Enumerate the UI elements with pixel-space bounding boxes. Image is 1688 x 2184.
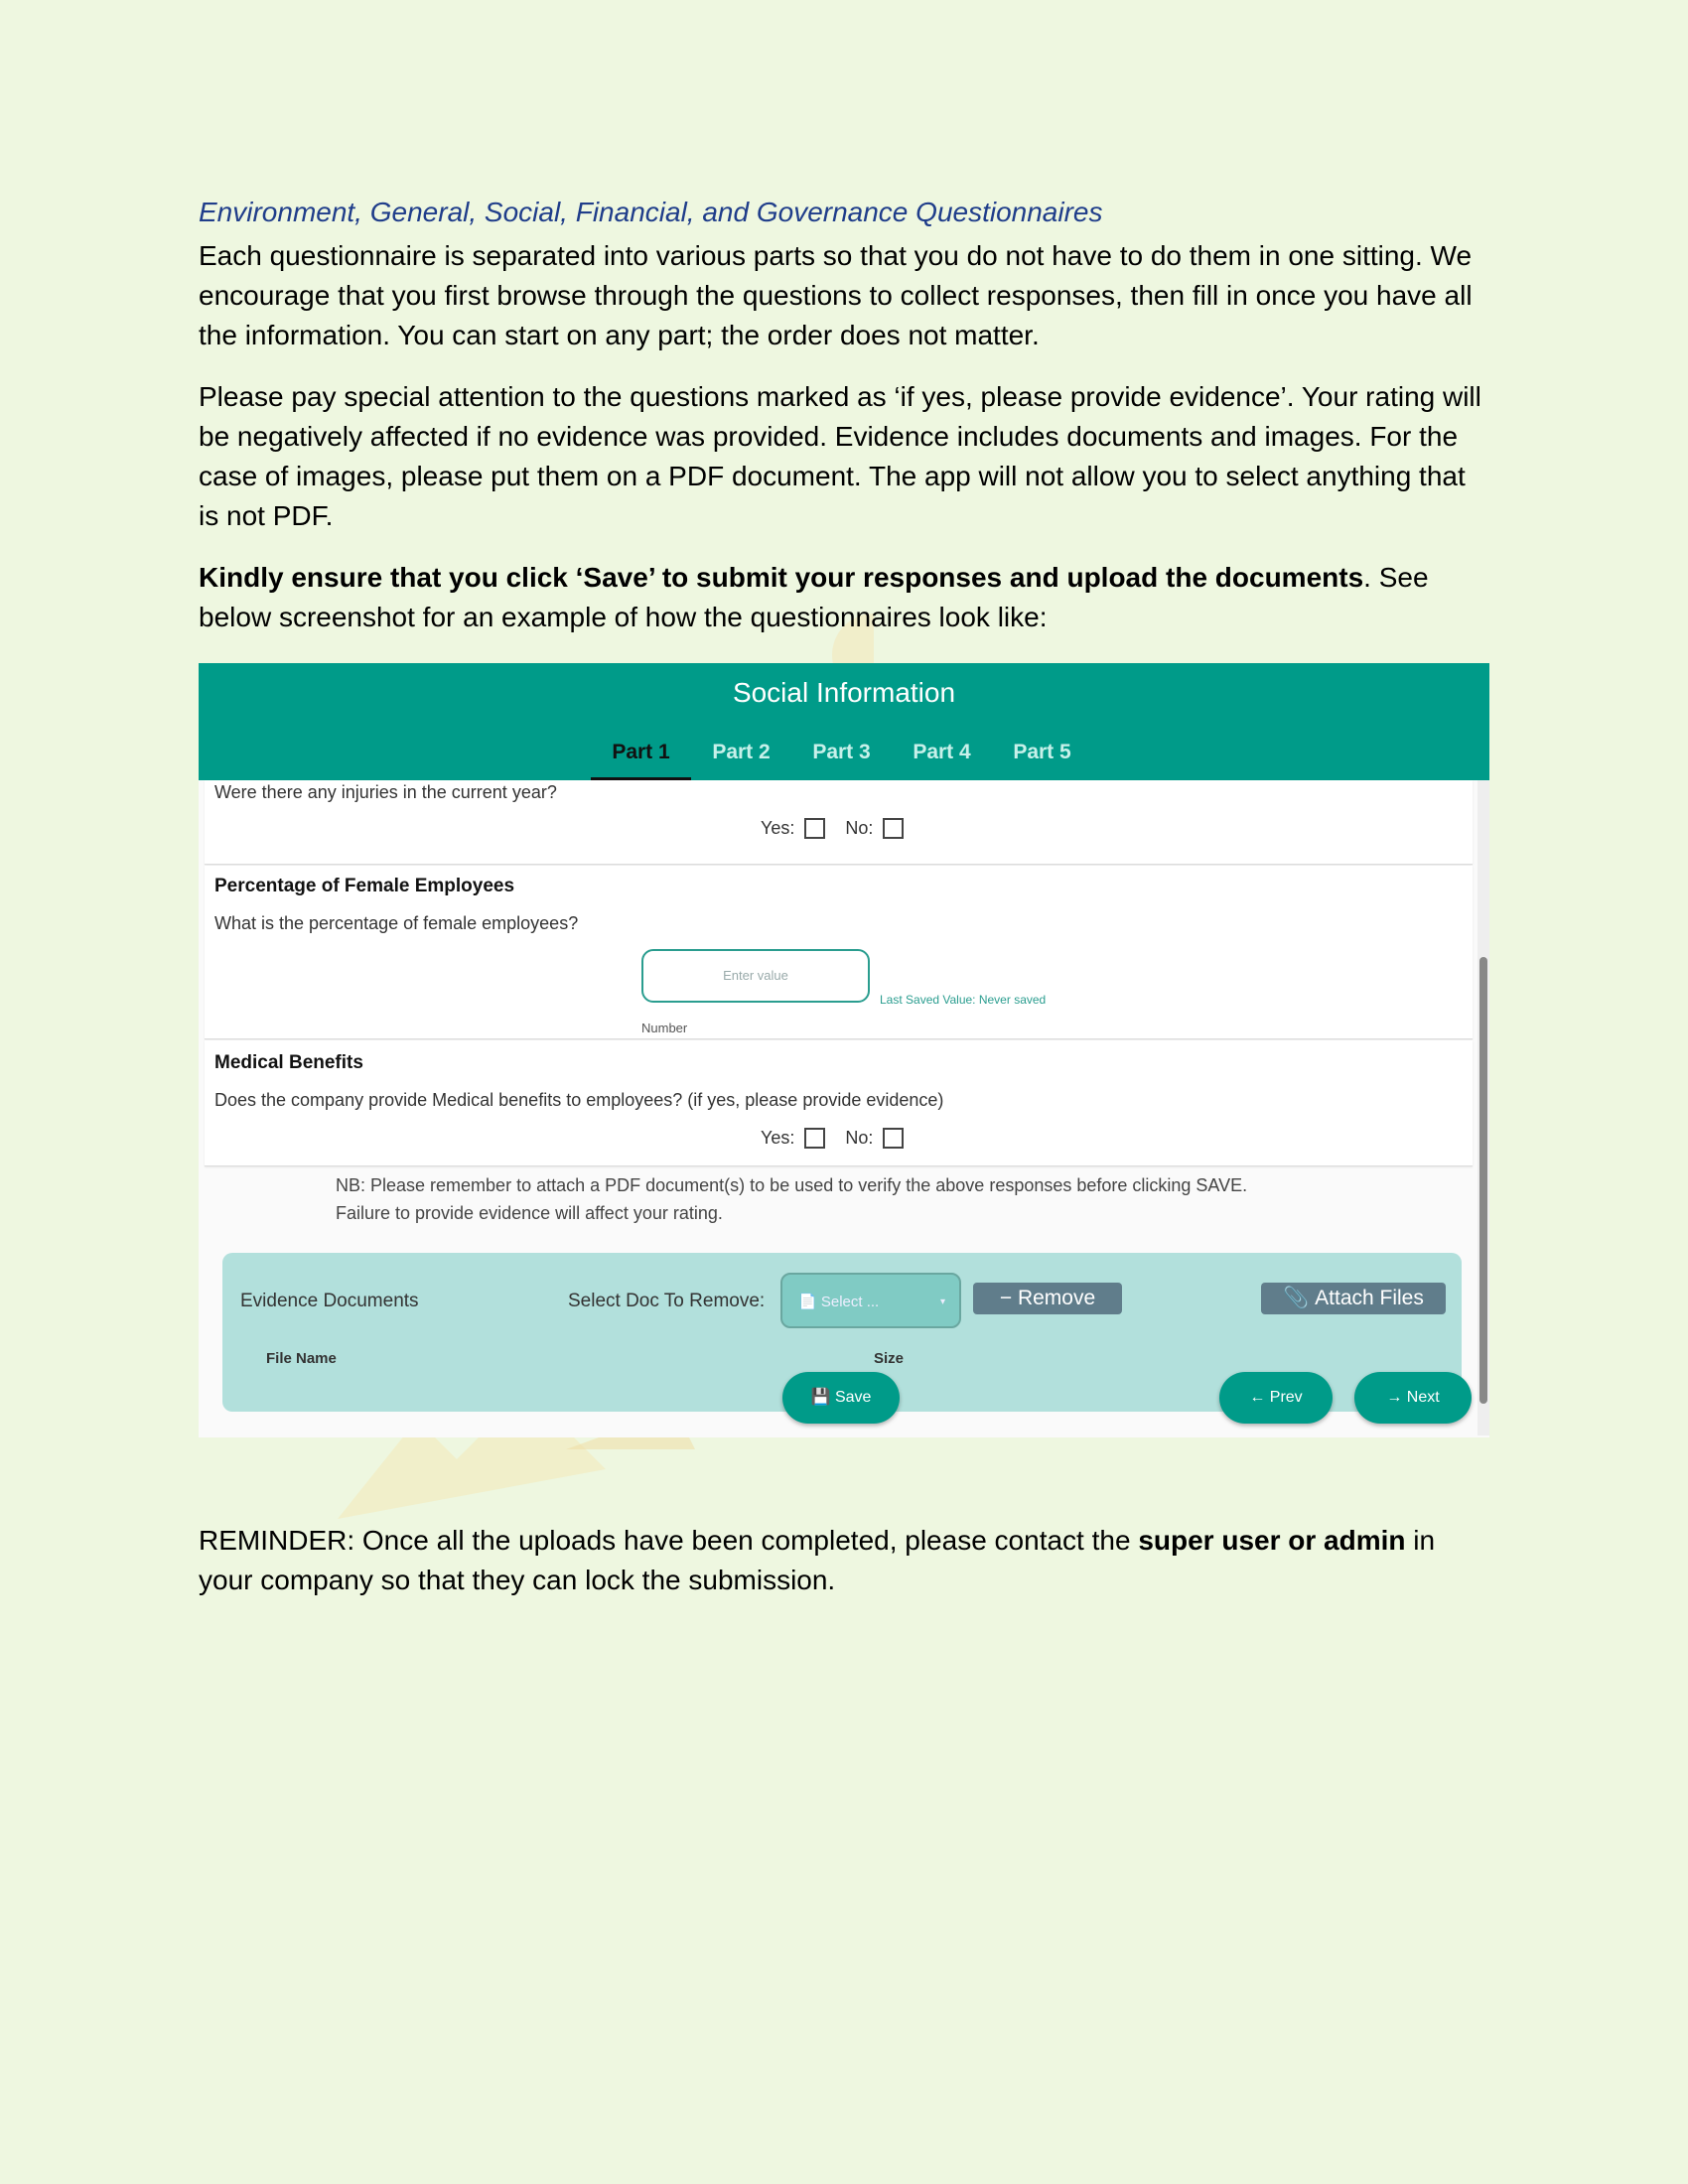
reminder-post: in your company so that they can lock the submission. [199, 1525, 1436, 1595]
remove-button[interactable]: − Remove [973, 1283, 1122, 1314]
paperclip-icon: 📎 [1283, 1287, 1310, 1309]
arrow-left-icon: ← [1249, 1389, 1266, 1406]
question-text: Were there any injuries in the current year? [214, 782, 557, 802]
app-title: Social Information [732, 677, 956, 708]
question-text: Does the company provide Medical benefits to employees? (if yes, please provide evidence) [214, 1090, 944, 1110]
next-button[interactable]: → Next [1354, 1372, 1472, 1424]
document-icon: 📄 [798, 1294, 817, 1310]
yes-checkbox[interactable] [804, 1128, 825, 1149]
tab-part-5[interactable]: Part 5 [1013, 741, 1071, 763]
intro-paragraph: Each questionnaire is separated into various parts so that you do not have to do them in one sitting. We encourage that you first browse through the questions to collect responses, then fill in once you have all the information. You can start on any part; the order does not matter. [199, 240, 1473, 350]
yes-checkbox[interactable] [804, 818, 825, 839]
remove-select-label: Select Doc To Remove: [568, 1291, 766, 1311]
tab-part-1[interactable]: Part 1 [591, 735, 691, 780]
scrollbar-thumb[interactable] [1479, 957, 1487, 1404]
question-card-female-employees [205, 866, 1473, 1039]
vertical-scrollbar[interactable] [1477, 780, 1489, 1435]
percentage-input[interactable]: Enter value [641, 949, 870, 1003]
minus-icon: − [999, 1287, 1013, 1309]
question-card-injuries [205, 780, 1473, 865]
reminder-pre: REMINDER: Once all the uploads have been completed, please contact the [199, 1525, 1139, 1556]
evidence-paragraph: Please pay special attention to the questions marked as ‘if yes, please provide evidence’. Your rating will be negatively affected if no evidence was provided. Evidence includes documents and images. For the case of images, please put them on a PDF document. The app will not allow you to select anything that is not PDF. [199, 381, 1481, 531]
size-column-header: Size [874, 1350, 905, 1367]
arrow-right-icon: → [1386, 1389, 1403, 1406]
prev-button[interactable]: ← Prev [1219, 1372, 1333, 1424]
save-button[interactable]: 💾 Save [782, 1372, 900, 1424]
evidence-note: NB: Please remember to attach a PDF document(s) to be used to verify the above responses before clicking SAVE. Failure to provide evidence will affect your rating. [336, 1175, 1248, 1223]
part-tabs [591, 735, 1092, 780]
input-type-label: Number [641, 1021, 688, 1035]
file-name-column-header: File Name [266, 1350, 337, 1367]
no-label: No: [845, 1128, 874, 1148]
yes-no-group [761, 1128, 923, 1149]
app-header [199, 663, 1489, 780]
question-title: Percentage of Female Employees [214, 876, 515, 896]
save-instruction-rest: . See below screenshot for an example of how the questionnaires look like: [199, 562, 1429, 632]
question-text: What is the percentage of female employees? [214, 913, 579, 933]
tab-part-2[interactable]: Part 2 [712, 741, 771, 763]
yes-label: Yes: [761, 818, 795, 838]
evidence-label: Evidence Documents [240, 1291, 419, 1311]
reminder-bold: super user or admin [1138, 1525, 1406, 1556]
attach-files-button[interactable]: 📎 Attach Files [1261, 1283, 1446, 1314]
question-card-medical-benefits [205, 1040, 1473, 1166]
section-subheading: Environment, General, Social, Financial, and Governance Questionnaires [199, 197, 1103, 227]
chevron-down-icon: ▾ [939, 1297, 945, 1307]
last-saved-value: Last Saved Value: Never saved [880, 993, 1047, 1007]
floppy-disk-icon: 💾 [810, 1389, 831, 1406]
doc-select[interactable]: 📄 Select ... ▾ [780, 1273, 961, 1328]
reminder-paragraph [199, 1521, 1489, 1600]
questionnaire-screenshot [199, 663, 1489, 1437]
yes-label: Yes: [761, 1128, 795, 1148]
no-checkbox[interactable] [883, 1128, 904, 1149]
save-instruction-bold: Kindly ensure that you click ‘Save’ to submit your responses and upload the documents [199, 562, 1364, 593]
yes-no-group [761, 818, 923, 839]
question-title: Medical Benefits [214, 1052, 363, 1073]
no-label: No: [845, 818, 874, 838]
no-checkbox[interactable] [883, 818, 904, 839]
save-instruction-paragraph [199, 558, 1489, 637]
tab-part-4[interactable]: Part 4 [913, 741, 971, 763]
tab-part-3[interactable]: Part 3 [812, 741, 871, 763]
